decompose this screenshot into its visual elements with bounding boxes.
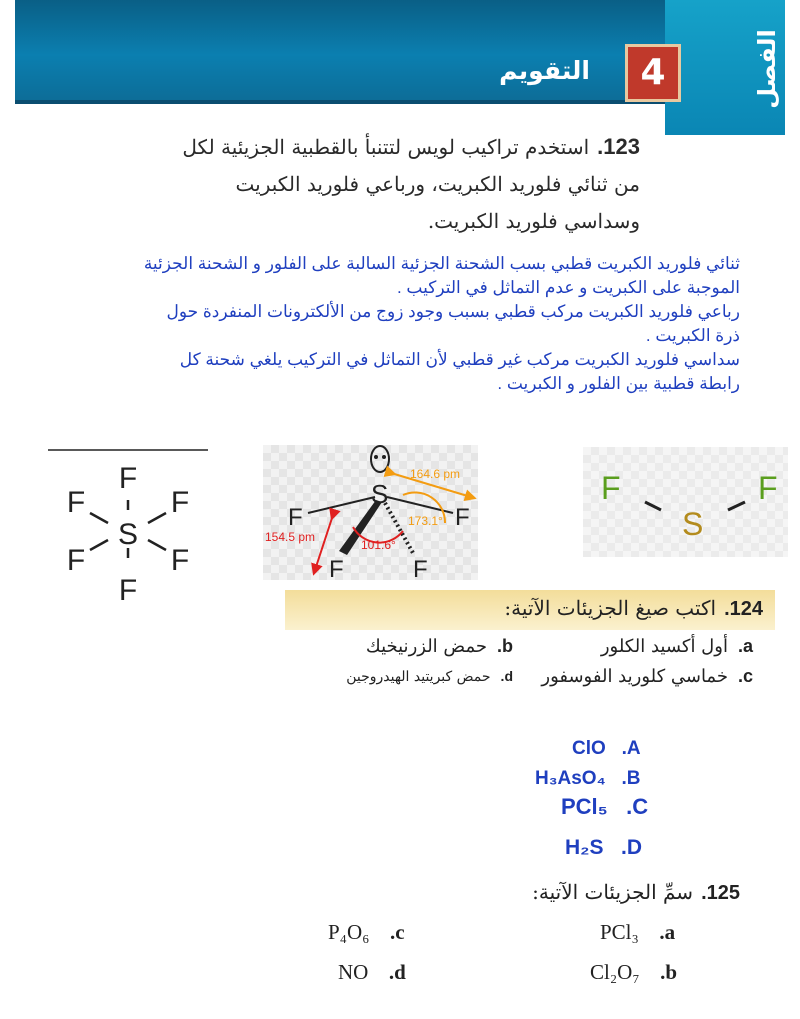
sf4-fluorine-left: F: [288, 504, 303, 531]
question-title: 124.اكتب صيغ الجزيئات الآتية:: [504, 596, 763, 620]
question-124: [285, 590, 775, 705]
sf4-fluorine-bottom-left: F: [329, 556, 344, 580]
chapter-number-badge: 4: [625, 44, 681, 102]
q125-option-a: PCl₃ .a: [600, 920, 676, 944]
question-number: 124.: [724, 598, 763, 620]
answer-123: [140, 252, 740, 396]
sf4-fluorine-bottom-right: F: [413, 556, 428, 580]
sf4-equatorial-bond-length: 154.5 pm: [265, 530, 316, 544]
option-c: c.خماسي كلوريد الفوسفور: [541, 666, 753, 687]
chapter-label: الفصل: [753, 29, 781, 109]
sf2-structure: [583, 447, 788, 557]
sf6-diagram: [48, 448, 208, 608]
sf2-fluorine-right: F: [758, 470, 778, 506]
answer-line-sf2: ثنائي فلوريد الكبريت قطبي بسب الشحنة الجزئية السالبة على الفلور و الشحنة الجزئية الموجبة على الكبريت و عدم التماثل في التركيب .: [143, 254, 740, 297]
q125-option-d: NO .d: [338, 960, 406, 984]
lone-pair: [371, 446, 389, 472]
answer-d: H₂S .D: [565, 836, 643, 859]
question-number: 123.: [597, 134, 640, 159]
sf6-fluorine-upper-left: F: [66, 486, 86, 519]
answer-line-sf4: رباعي فلوريد الكبريت مركب قطبي بسبب وجود زوج من الألكترونات المنفردة حول ذرة الكبريت .: [166, 302, 740, 345]
answer-a: ClO .A: [572, 738, 641, 759]
sf6-sulfur: S: [117, 518, 139, 551]
header-title: التقويم: [499, 56, 590, 85]
sf6-fluorine-top: F: [118, 462, 138, 495]
sf2-sulfur: S: [682, 506, 704, 542]
sf4-structure: [263, 445, 478, 580]
option-b: b.حمض الزرنيخيك: [365, 636, 513, 657]
chapter-header: [15, 0, 785, 135]
sf6-structure: [48, 448, 208, 608]
sf4-axial-bond-length: 164.6 pm: [410, 467, 461, 481]
answer-c: PCl₅ .C: [561, 794, 649, 819]
sf2-diagram: [583, 447, 788, 557]
sf4-axial-angle: 173.1°: [408, 514, 443, 528]
answer-b: H₃AsO₄ .B: [535, 768, 641, 789]
sf4-fluorine-right: F: [455, 504, 470, 531]
question-125-title: 125.سمِّ الجزيئات الآتية:: [532, 880, 740, 904]
sf6-fluorine-lower-right: F: [170, 544, 190, 577]
sf6-fluorine-lower-left: F: [66, 544, 86, 577]
sf4-equatorial-angle: 101.6°: [361, 538, 396, 552]
question-123: [160, 128, 640, 240]
sf6-fluorine-upper-right: F: [170, 486, 190, 519]
sf4-sulfur: S: [371, 479, 389, 509]
q125-option-b: Cl₂O₇ .b: [590, 960, 678, 984]
answer-line-sf6: سداسي فلوريد الكبريت مركب غير قطبي لأن التماثل في التركيب يلغي شحنة كل رابطة قطبية بين الفلور و الكبريت .: [179, 350, 740, 393]
header-band: [15, 0, 665, 104]
question-text: استخدم تراكيب لويس لتتنبأ بالقطبية الجزيئية لكل من ثنائي فلوريد الكبريت، ورباعي فلوريد الكبريت وسداسي فلوريد الكبريت.: [182, 135, 640, 233]
question-number: 125.: [701, 882, 740, 904]
q125-option-c: P₄O₆ .c: [328, 920, 405, 944]
sf2-fluorine-left: F: [601, 470, 621, 506]
option-a: a.أول أكسيد الكلور: [600, 636, 753, 657]
option-d: d.حمض كبريتيد الهيدروجين: [346, 668, 513, 685]
sf6-fluorine-bottom: F: [118, 574, 138, 607]
sf4-diagram: [263, 445, 478, 580]
